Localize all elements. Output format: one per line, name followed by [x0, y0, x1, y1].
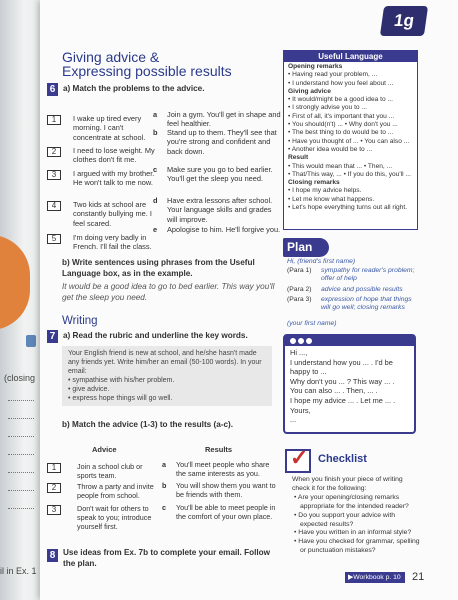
useful-phrase: • You should(n't) ... • Why don't you ...	[288, 121, 398, 129]
useful-phrase: • First of all, it's important that you ...	[288, 112, 395, 120]
plan-tab: Plan	[283, 238, 329, 257]
problem-text: I need to lose weight. My clothes don't fit me.	[73, 146, 155, 165]
advice-letter: b	[153, 128, 158, 137]
email-line: Hi ...,	[290, 348, 308, 357]
checklist-item-text: Have you checked for grammar, spelling or punctuation mistakes?	[298, 537, 420, 554]
advice-text: Have extra lessons after school. Your language skills and grades will improve.	[167, 196, 273, 224]
exercise-8-instruction: Use ideas from Ex. 7b to complete your email. Follow the plan.	[63, 548, 271, 568]
problem-number: 3	[51, 170, 57, 179]
checklist-item-text: Are your opening/closing remarks appropriate for the intended reader?	[297, 494, 409, 511]
exercise-number: 8	[47, 549, 58, 562]
problem-number: 5	[51, 234, 57, 243]
advice-option	[153, 165, 282, 184]
useful-phrase: • I hope my advice helps.	[288, 187, 362, 195]
window-dot-icon	[298, 338, 304, 344]
dotted-line	[8, 436, 34, 437]
advice-heading: Advice	[92, 445, 117, 454]
writing-heading: Writing	[62, 315, 98, 327]
result-item: You'll meet people who share the same interests as you.	[176, 460, 270, 479]
advice-option	[153, 128, 282, 156]
advice-option	[153, 196, 282, 224]
email-template	[283, 334, 416, 434]
workbook-reference: ▶Workbook p. 10	[345, 572, 405, 583]
useful-phrase: • That/This way, ... • If you do this, you'll ...	[288, 170, 411, 178]
answer-box	[47, 505, 61, 515]
dotted-line	[8, 490, 34, 491]
advice-item: Throw a party and invite people from school.	[77, 482, 154, 501]
problem-text: Two kids at school are constantly bullying me. I feel scared.	[73, 200, 152, 228]
problem-text: I argued with my brother. He won't talk to me now.	[73, 169, 155, 188]
page-title: Giving advice & Expressing possible results	[62, 49, 232, 79]
exercise-7a-instruction: a) Read the rubric and underline the key words.	[63, 331, 248, 340]
window-dot-icon	[290, 338, 296, 344]
advice-item: Join a school club or sports team.	[77, 462, 143, 481]
plan-para-value: expression of hope that things will go well; closing remarks	[321, 296, 412, 312]
plan-para-label: (Para 2)	[287, 286, 312, 293]
email-line: ...	[290, 415, 297, 425]
spine-closing-text: (closing	[4, 373, 36, 383]
answer-box	[47, 115, 61, 125]
answer-box	[47, 147, 61, 157]
lock-icon	[26, 335, 36, 347]
advice-number: 1	[51, 463, 57, 472]
dotted-line	[8, 454, 34, 455]
useful-phrase: • I understand how you feel about ...	[288, 79, 394, 87]
dotted-line	[8, 508, 34, 509]
exercise-6a-instruction: a) Match the problems to the advice.	[63, 84, 205, 93]
rubric-box: Your English friend is new at school, and he/she hasn't made any friends yet. Write him/her an email (50-100 words). In your email: • sympathise with his/her problem. • give advice. • express hope things will go well.	[62, 346, 272, 406]
plan-para-label: (Para 3)	[287, 296, 312, 303]
advice-item: Don't wait for others to speak to you; introduce yourself first.	[77, 504, 152, 532]
email-title-bar	[285, 336, 414, 346]
checkmark-icon: ✓	[285, 449, 311, 473]
results-heading: Results	[205, 445, 233, 454]
dotted-line	[8, 400, 34, 401]
advice-letter: e	[153, 225, 158, 234]
useful-category: Giving advice	[288, 87, 331, 95]
useful-phrase: • It would/might be a good idea to ...	[288, 96, 393, 104]
checklist-item-text: Do you support your advice with expected results?	[298, 511, 395, 528]
plan-para-value: sympathy for reader's problem; offer of help	[321, 267, 415, 283]
useful-phrase: • Another idea would be to ...	[288, 145, 373, 153]
plan-greeting: Hi, (friend's first name)	[287, 258, 356, 265]
useful-phrase: • I strongly advise you to ...	[288, 104, 367, 112]
useful-phrase: • Having read your problem, ...	[288, 71, 378, 79]
useful-phrase: • The best thing to do would be to ...	[288, 129, 394, 137]
advice-letter: d	[153, 196, 158, 205]
result-item: You'll be able to meet people in the comfort of your own place.	[176, 503, 276, 522]
useful-language-box	[283, 50, 418, 230]
answer-box	[47, 234, 61, 244]
useful-phrase: • Have you thought of ... • You can also ...	[288, 137, 410, 145]
checklist	[292, 476, 420, 555]
plan-signature: (your first name)	[287, 320, 337, 327]
lesson-badge: 1g	[380, 6, 428, 36]
dotted-line	[8, 472, 34, 473]
advice-option	[153, 225, 282, 234]
useful-category: Opening remarks	[288, 63, 343, 70]
useful-category: Closing remarks	[288, 179, 340, 187]
advice-number: 2	[51, 483, 57, 492]
checklist-heading: Checklist	[318, 453, 367, 465]
problem-text: I'm doing very badly in French. I'll fail the class.	[73, 233, 152, 252]
plan-para-value: advice and possible results	[321, 286, 403, 293]
checklist-item: • Do you support your advice with expected results?	[294, 511, 395, 528]
checklist-item: • Have you written in an informal style?	[294, 529, 412, 537]
spine-ex-text: il in Ex. 1	[0, 566, 37, 576]
checklist-item-text: Have you written in an informal style?	[298, 529, 412, 537]
advice-text: Make sure you go to bed earlier. You'll get the sleep you need.	[167, 165, 273, 184]
answer-box	[47, 483, 61, 493]
dotted-line	[8, 418, 34, 419]
answer-box	[47, 463, 61, 473]
email-line: Yours,	[290, 405, 311, 415]
useful-phrase: • Let's hope everything turns out all right.	[288, 204, 408, 212]
advice-option	[153, 110, 282, 129]
useful-phrase: • This would mean that ... • Then, ...	[288, 162, 393, 170]
result-item: You will show them you want to be friends with them.	[176, 481, 276, 500]
email-line: Why don't you ... ? This way ... .	[290, 376, 395, 386]
useful-language-heading: Useful Language	[284, 51, 417, 62]
email-line: You can also ... . Then, ... .	[290, 386, 378, 396]
advice-text: Stand up to them. They'll see that you're strong and confident and back down.	[167, 128, 277, 156]
exercise-6b-instruction: b) Write sentences using phrases from the Useful Language box, as in the example.	[62, 258, 255, 278]
useful-category: Result	[288, 154, 309, 162]
window-dot-icon	[306, 338, 312, 344]
advice-number: 3	[51, 505, 57, 514]
checklist-item: • Have you checked for grammar, spelling or punctuation mistakes?	[294, 537, 420, 554]
answer-box	[47, 201, 61, 211]
result-letter: b	[162, 481, 167, 490]
problem-text: I wake up tired every morning. I can't concentrate at school.	[73, 114, 146, 142]
result-letter: c	[162, 503, 166, 512]
orange-illustration	[0, 235, 30, 330]
advice-text: Join a gym. You'll get in shape and feel healthier.	[167, 110, 281, 129]
exercise-number: 7	[47, 330, 58, 343]
problem-number: 1	[51, 115, 57, 124]
problem-number: 2	[51, 147, 57, 156]
result-letter: a	[162, 460, 166, 469]
checklist-item: • Are your opening/closing remarks appropriate for the intended reader?	[294, 494, 409, 511]
checklist-intro: When you finish your piece of writing check it for the following:	[292, 476, 403, 492]
email-line: I hope my advice ... . Let me ... .	[290, 395, 396, 405]
exercise-7b-instruction: b) Match the advice (1-3) to the results (a-c).	[62, 420, 234, 429]
email-line: I understand how you ... . I'd be happy to ...	[290, 357, 393, 377]
plan-para-label: (Para 1)	[287, 267, 312, 274]
answer-box	[47, 170, 61, 180]
exercise-6b-example: It would be a good idea to go to bed earlier. This way you'll get the sleep you need.	[62, 282, 275, 302]
problem-number: 4	[51, 201, 57, 210]
advice-letter: a	[153, 110, 158, 119]
page-number: 21	[412, 571, 425, 583]
exercise-number: 6	[47, 83, 58, 96]
advice-text: Apologise to him. He'll forgive you.	[167, 225, 281, 234]
useful-phrase: • Let me know what happens.	[288, 195, 375, 203]
advice-letter: c	[153, 165, 158, 174]
